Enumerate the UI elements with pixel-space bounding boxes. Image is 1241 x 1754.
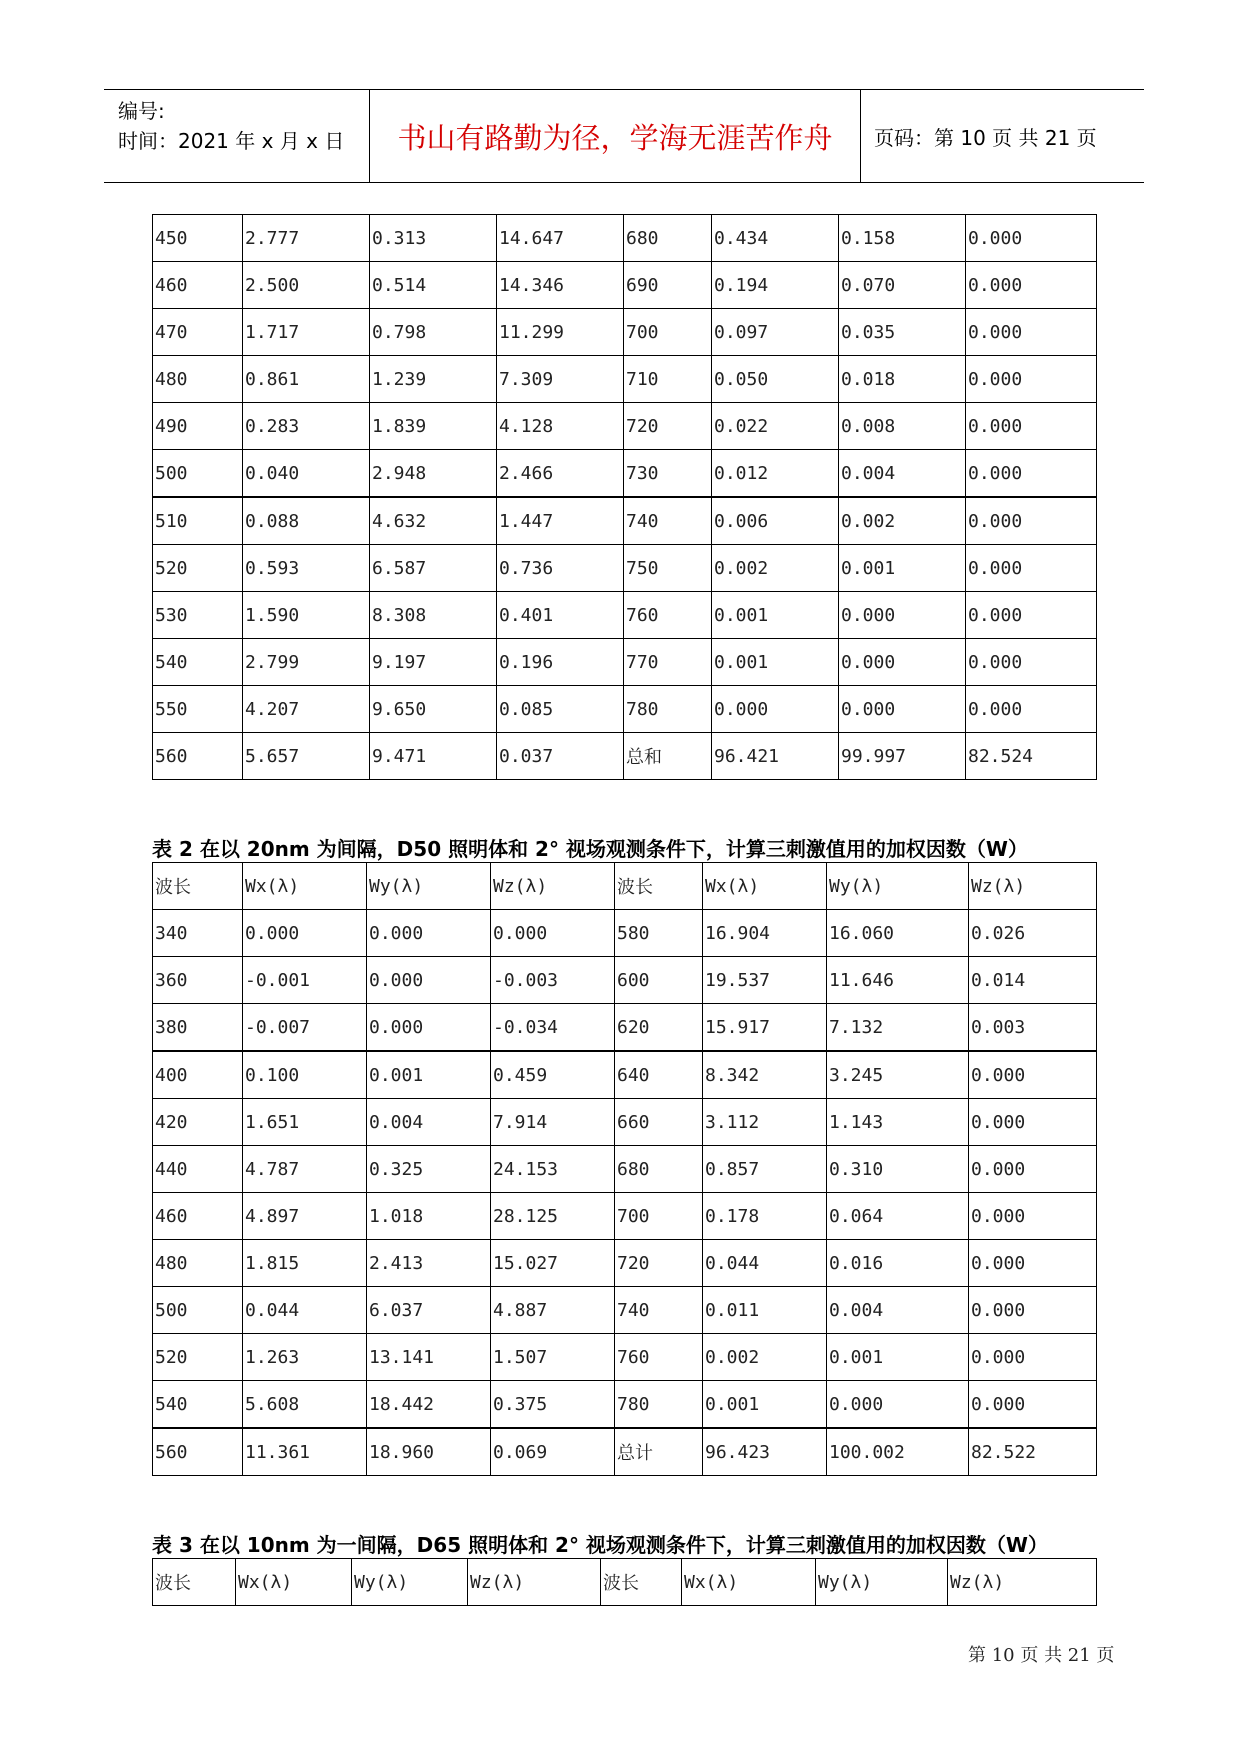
- table-cell: 9.471: [370, 733, 497, 780]
- table-cell: Wy(λ): [827, 863, 969, 910]
- table-cell: 470: [153, 309, 243, 356]
- table-cell: 8.308: [370, 592, 497, 639]
- table-row: [153, 1240, 1097, 1287]
- table-cell: 0.310: [827, 1146, 969, 1193]
- table-cell: 0.798: [370, 309, 497, 356]
- table-row: [153, 215, 1097, 262]
- table-row: [153, 1051, 1097, 1099]
- table-cell: 0.008: [839, 403, 966, 450]
- table-cell: 6.037: [367, 1287, 491, 1334]
- table-cell: 0.313: [370, 215, 497, 262]
- table-cell: 9.650: [370, 686, 497, 733]
- table-cell: 0.085: [497, 686, 624, 733]
- table-cell: 710: [624, 356, 712, 403]
- table-cell: 0.040: [243, 450, 370, 498]
- table-cell: 0.000: [969, 1099, 1097, 1146]
- table-cell: 0.000: [966, 497, 1097, 545]
- table-cell: 0.070: [839, 262, 966, 309]
- table-row: [153, 1381, 1097, 1429]
- table-cell: 730: [624, 450, 712, 498]
- table-cell: 0.000: [969, 1193, 1097, 1240]
- table-cell: 0.401: [497, 592, 624, 639]
- table-row: [153, 262, 1097, 309]
- table-cell: 0.026: [969, 910, 1097, 957]
- table-cell: 0.002: [839, 497, 966, 545]
- table-cell: 0.000: [969, 1240, 1097, 1287]
- table-cell: 0.001: [712, 639, 839, 686]
- table-cell: 0.434: [712, 215, 839, 262]
- table-cell: 0.001: [703, 1381, 827, 1429]
- table-cell: 0.000: [966, 545, 1097, 592]
- table-row: [153, 1146, 1097, 1193]
- table-cell: 400: [153, 1051, 243, 1099]
- table-cell: 4.787: [243, 1146, 367, 1193]
- table-cell: 480: [153, 356, 243, 403]
- table-cell: 96.423: [703, 1428, 827, 1476]
- table-cell: 0.000: [839, 592, 966, 639]
- table-cell: 0.035: [839, 309, 966, 356]
- table-cell: 360: [153, 957, 243, 1004]
- table-cell: Wz(λ): [468, 1559, 601, 1606]
- table-cell: 15.917: [703, 1004, 827, 1052]
- table-cell: 11.361: [243, 1428, 367, 1476]
- table-cell: 500: [153, 1287, 243, 1334]
- table-cell: 0.014: [969, 957, 1097, 1004]
- table-cell: 0.088: [243, 497, 370, 545]
- page-footer: 第 10 页 共 21 页: [968, 1645, 1115, 1666]
- table-cell: 0.006: [712, 497, 839, 545]
- table-cell: 4.887: [491, 1287, 615, 1334]
- table-row: [153, 450, 1097, 498]
- table-cell: 7.309: [497, 356, 624, 403]
- table-cell: Wx(λ): [682, 1559, 816, 1606]
- table-cell: 18.442: [367, 1381, 491, 1429]
- table-cell: 0.001: [367, 1051, 491, 1099]
- document-number-label: 编号:: [118, 99, 165, 123]
- table-cell: 580: [615, 910, 703, 957]
- table-2-body: [153, 910, 1097, 1476]
- table-cell: 740: [624, 497, 712, 545]
- table-cell: 520: [153, 1334, 243, 1381]
- table-cell: 14.647: [497, 215, 624, 262]
- table-cell: 2.948: [370, 450, 497, 498]
- table-cell: 0.000: [966, 215, 1097, 262]
- table-cell: Wx(λ): [243, 863, 367, 910]
- table-cell: 0.857: [703, 1146, 827, 1193]
- table-2-header: [153, 863, 1097, 910]
- table-row: [153, 403, 1097, 450]
- table-cell: 2.413: [367, 1240, 491, 1287]
- table-cell: -0.001: [243, 957, 367, 1004]
- table-cell: -0.007: [243, 1004, 367, 1052]
- table-cell: 0.000: [966, 686, 1097, 733]
- table-cell: 780: [615, 1381, 703, 1429]
- table-cell: 450: [153, 215, 243, 262]
- table-cell: 720: [624, 403, 712, 450]
- table-3: [152, 1558, 1097, 1606]
- table-cell: 13.141: [367, 1334, 491, 1381]
- table-cell: 0.325: [367, 1146, 491, 1193]
- table-cell: 1.590: [243, 592, 370, 639]
- table-cell: 420: [153, 1099, 243, 1146]
- table-row: [153, 1559, 1097, 1606]
- table-cell: 3.245: [827, 1051, 969, 1099]
- table-cell: 0.000: [969, 1287, 1097, 1334]
- table-cell: 0.050: [712, 356, 839, 403]
- table-cell: 760: [624, 592, 712, 639]
- table-cell: 波长: [615, 863, 703, 910]
- table-cell: 总和: [624, 733, 712, 780]
- table-cell: 560: [153, 733, 243, 780]
- table-cell: 500: [153, 450, 243, 498]
- table-cell: 0.861: [243, 356, 370, 403]
- table-row: [153, 592, 1097, 639]
- table-cell: 0.196: [497, 639, 624, 686]
- table-cell: 14.346: [497, 262, 624, 309]
- table-cell: 770: [624, 639, 712, 686]
- header-motto: 书山有路勤为径，学海无涯苦作舟: [369, 90, 861, 182]
- table-cell: 520: [153, 545, 243, 592]
- table-row: [153, 356, 1097, 403]
- table-cell: Wz(λ): [491, 863, 615, 910]
- table-cell: 0.000: [827, 1381, 969, 1429]
- table-row: [153, 686, 1097, 733]
- table-cell: 100.002: [827, 1428, 969, 1476]
- table-cell: Wx(λ): [703, 863, 827, 910]
- table-cell: 1.815: [243, 1240, 367, 1287]
- table-cell: 720: [615, 1240, 703, 1287]
- table-cell: 440: [153, 1146, 243, 1193]
- table-cell: 0.375: [491, 1381, 615, 1429]
- table-cell: 5.608: [243, 1381, 367, 1429]
- table-row: [153, 863, 1097, 910]
- table-cell: 0.064: [827, 1193, 969, 1240]
- table-cell: 0.000: [969, 1381, 1097, 1429]
- table-cell: 0.011: [703, 1287, 827, 1334]
- table-cell: 2.466: [497, 450, 624, 498]
- table-cell: 660: [615, 1099, 703, 1146]
- table-row: [153, 497, 1097, 545]
- table-cell: 700: [624, 309, 712, 356]
- table-cell: 0.000: [367, 910, 491, 957]
- table-cell: 1.447: [497, 497, 624, 545]
- table-row: [153, 957, 1097, 1004]
- table-cell: 780: [624, 686, 712, 733]
- table-cell: 0.100: [243, 1051, 367, 1099]
- table-cell: 0.001: [839, 545, 966, 592]
- table-cell: 0.000: [367, 1004, 491, 1052]
- table-row: [153, 545, 1097, 592]
- table-cell: 0.001: [827, 1334, 969, 1381]
- table-cell: 99.997: [839, 733, 966, 780]
- table-cell: 550: [153, 686, 243, 733]
- table-3-header: [153, 1559, 1097, 1606]
- table-cell: 28.125: [491, 1193, 615, 1240]
- table-cell: 1.651: [243, 1099, 367, 1146]
- table-cell: 680: [624, 215, 712, 262]
- table-cell: 0.000: [243, 910, 367, 957]
- table-cell: 0.002: [703, 1334, 827, 1381]
- table-cell: 560: [153, 1428, 243, 1476]
- table-cell: 750: [624, 545, 712, 592]
- table-cell: 0.000: [966, 262, 1097, 309]
- table-cell: 0.593: [243, 545, 370, 592]
- table-cell: 0.736: [497, 545, 624, 592]
- table-cell: 2.799: [243, 639, 370, 686]
- table-cell: 0.037: [497, 733, 624, 780]
- table-cell: 8.342: [703, 1051, 827, 1099]
- table-cell: 9.197: [370, 639, 497, 686]
- table-cell: 0.012: [712, 450, 839, 498]
- table-cell: 6.587: [370, 545, 497, 592]
- table-cell: 760: [615, 1334, 703, 1381]
- table-cell: 0.194: [712, 262, 839, 309]
- table-cell: Wx(λ): [236, 1559, 352, 1606]
- table-cell: 4.207: [243, 686, 370, 733]
- table-cell: Wy(λ): [367, 863, 491, 910]
- table-row: [153, 309, 1097, 356]
- table-cell: 460: [153, 1193, 243, 1240]
- table-cell: 0.001: [712, 592, 839, 639]
- table-cell: 1.717: [243, 309, 370, 356]
- table-cell: 7.132: [827, 1004, 969, 1052]
- table-cell: 740: [615, 1287, 703, 1334]
- table-cell: 620: [615, 1004, 703, 1052]
- table-cell: 0.000: [966, 356, 1097, 403]
- table-cell: 总计: [615, 1428, 703, 1476]
- table-cell: 690: [624, 262, 712, 309]
- table-cell: 16.904: [703, 910, 827, 957]
- table-cell: 680: [615, 1146, 703, 1193]
- table-cell: -0.034: [491, 1004, 615, 1052]
- table-cell: 600: [615, 957, 703, 1004]
- table-cell: 0.003: [969, 1004, 1097, 1052]
- table-cell: 0.000: [966, 450, 1097, 498]
- table-cell: 490: [153, 403, 243, 450]
- table-cell: Wy(λ): [816, 1559, 948, 1606]
- table-cell: 0.002: [712, 545, 839, 592]
- table-cell: 0.018: [839, 356, 966, 403]
- table-cell: 4.128: [497, 403, 624, 450]
- table-cell: 波长: [601, 1559, 682, 1606]
- table-cell: 0.044: [703, 1240, 827, 1287]
- table-cell: 0.000: [969, 1334, 1097, 1381]
- table-cell: 480: [153, 1240, 243, 1287]
- table-cell: 24.153: [491, 1146, 615, 1193]
- table-cell: 0.158: [839, 215, 966, 262]
- table-cell: 460: [153, 262, 243, 309]
- table-row: [153, 1004, 1097, 1052]
- table-row: [153, 639, 1097, 686]
- table-cell: 340: [153, 910, 243, 957]
- table-cell: 0.000: [969, 1051, 1097, 1099]
- table-cell: 0.022: [712, 403, 839, 450]
- table-cell: 0.514: [370, 262, 497, 309]
- table-1-body: [153, 215, 1097, 780]
- table-cell: 波长: [153, 863, 243, 910]
- table-cell: 0.016: [827, 1240, 969, 1287]
- table-cell: 0.000: [839, 686, 966, 733]
- table-cell: 19.537: [703, 957, 827, 1004]
- table-2: [152, 862, 1097, 1476]
- table-cell: 1.839: [370, 403, 497, 450]
- table-3-caption: 表 3 在以 10nm 为一间隔，D65 照明体和 2° 视场观测条件下，计算三刺激值用的加权因数（W）: [152, 1533, 1048, 1557]
- table-cell: 0.000: [712, 686, 839, 733]
- table-2-caption: 表 2 在以 20nm 为间隔，D50 照明体和 2° 视场观测条件下，计算三刺激值用的加权因数（W）: [152, 837, 1028, 861]
- table-cell: -0.003: [491, 957, 615, 1004]
- table-cell: 5.657: [243, 733, 370, 780]
- table-cell: 0.000: [839, 639, 966, 686]
- table-cell: 0.000: [966, 592, 1097, 639]
- table-cell: 700: [615, 1193, 703, 1240]
- table-cell: Wy(λ): [352, 1559, 468, 1606]
- page-header: [104, 89, 1144, 183]
- table-cell: 0.000: [491, 910, 615, 957]
- table-cell: 15.027: [491, 1240, 615, 1287]
- table-cell: 1.018: [367, 1193, 491, 1240]
- table-cell: 2.500: [243, 262, 370, 309]
- table-cell: 540: [153, 639, 243, 686]
- table-cell: Wz(λ): [969, 863, 1097, 910]
- document-time-label: 时间：2021 年 x 月 x 日: [118, 129, 345, 153]
- table-row: [153, 1193, 1097, 1240]
- table-cell: 1.507: [491, 1334, 615, 1381]
- table-cell: 96.421: [712, 733, 839, 780]
- table-cell: 0.044: [243, 1287, 367, 1334]
- table-cell: 2.777: [243, 215, 370, 262]
- header-page-label: 页码：第 10 页 共 21 页: [874, 125, 1097, 150]
- table-cell: 0.069: [491, 1428, 615, 1476]
- table-cell: 4.632: [370, 497, 497, 545]
- table-row: [153, 733, 1097, 780]
- table-cell: 18.960: [367, 1428, 491, 1476]
- table-cell: 82.524: [966, 733, 1097, 780]
- table-row: [153, 1428, 1097, 1476]
- table-cell: 11.299: [497, 309, 624, 356]
- table-cell: 1.263: [243, 1334, 367, 1381]
- table-cell: 0.283: [243, 403, 370, 450]
- table-cell: 530: [153, 592, 243, 639]
- table-cell: 1.239: [370, 356, 497, 403]
- table-row: [153, 1287, 1097, 1334]
- table-cell: 1.143: [827, 1099, 969, 1146]
- table-cell: 0.000: [367, 957, 491, 1004]
- table-row: [153, 910, 1097, 957]
- table-cell: 0.000: [969, 1146, 1097, 1193]
- table-row: [153, 1334, 1097, 1381]
- table-cell: 4.897: [243, 1193, 367, 1240]
- table-cell: 640: [615, 1051, 703, 1099]
- table-1: [152, 214, 1097, 780]
- table-cell: 波长: [153, 1559, 236, 1606]
- table-cell: 0.000: [966, 639, 1097, 686]
- table-cell: 0.097: [712, 309, 839, 356]
- table-cell: 3.112: [703, 1099, 827, 1146]
- table-cell: 0.000: [966, 309, 1097, 356]
- table-cell: 82.522: [969, 1428, 1097, 1476]
- table-cell: 11.646: [827, 957, 969, 1004]
- table-cell: 0.004: [839, 450, 966, 498]
- table-cell: 0.459: [491, 1051, 615, 1099]
- table-cell: Wz(λ): [948, 1559, 1097, 1606]
- table-row: [153, 1099, 1097, 1146]
- table-cell: 7.914: [491, 1099, 615, 1146]
- table-cell: 0.004: [367, 1099, 491, 1146]
- header-left: [118, 96, 344, 156]
- table-cell: 0.000: [966, 403, 1097, 450]
- table-cell: 0.178: [703, 1193, 827, 1240]
- table-cell: 0.004: [827, 1287, 969, 1334]
- table-cell: 380: [153, 1004, 243, 1052]
- table-cell: 16.060: [827, 910, 969, 957]
- table-cell: 540: [153, 1381, 243, 1429]
- table-cell: 510: [153, 497, 243, 545]
